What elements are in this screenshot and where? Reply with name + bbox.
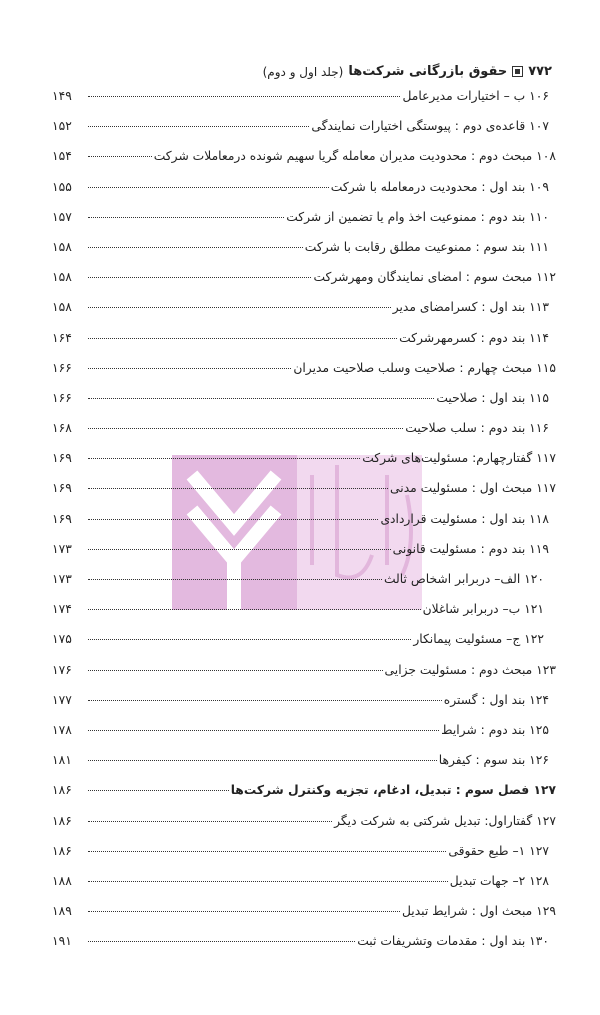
dot-leader — [88, 549, 391, 550]
toc-entry — [52, 783, 556, 813]
toc-entry — [52, 119, 556, 149]
toc-entry-page: ۱۶۹ — [52, 481, 72, 496]
toc-entry-page: ۱۵۴ — [52, 149, 72, 164]
toc-entry-page: ۱۶۹ — [52, 511, 72, 526]
toc-entry-page: ۱۷۷ — [52, 692, 72, 707]
dot-leader — [88, 126, 309, 127]
dot-leader — [88, 187, 329, 188]
toc-entry — [52, 300, 556, 330]
dot-leader — [88, 307, 391, 308]
toc-entry — [52, 210, 556, 240]
toc-entry-title: ۱۱۴ بند دوم : کسرمهرشرکت — [399, 330, 549, 345]
toc-entry-title: ۱۲۳ مبحث دوم : مسئولیت جزایی — [384, 662, 556, 677]
toc-entry-title: ۱۲۷ گفتاراول: تبدیل شرکتی به شرکت دیگر — [334, 813, 556, 828]
book-title: حقوق بازرگانی شرکت‌ها — [348, 64, 508, 79]
volume-label: (جلد اول و دوم) — [262, 64, 344, 79]
dot-leader — [88, 700, 442, 701]
toc-entry-page: ۱۵۸ — [52, 270, 72, 285]
toc-entry-title: ۱۲۰ الف– دربرابر اشخاص ثالث — [383, 572, 544, 586]
toc-entry-title: ۱۲۶ بند سوم : کیفرها — [438, 753, 549, 768]
toc-entry-title: ۱۰۹ بند اول : محدودیت درمعامله با شرکت — [330, 179, 549, 194]
dot-leader — [88, 670, 383, 671]
page-number: ۷۷۲ — [528, 64, 552, 79]
toc-entry-page: ۱۵۸ — [52, 239, 72, 254]
toc-entry-page: ۱۸۶ — [52, 843, 72, 858]
toc-entry-title: ۱۱۲ مبحث سوم : امضای نمایندگان ومهرشرکت — [313, 270, 556, 285]
toc-entry-title: ۱۲۲ ج– مسئولیت پیمانکار — [413, 632, 544, 647]
toc-entry-title: ۱۰۷ قاعده‌ی دوم : پیوستگی اختیارات نمایندگی — [311, 119, 549, 134]
dot-leader — [88, 277, 311, 278]
dot-leader — [88, 156, 152, 157]
dot-leader — [88, 941, 355, 942]
toc-entry — [52, 814, 556, 844]
toc-entry — [52, 753, 556, 783]
toc-entry-page: ۱۷۵ — [52, 632, 72, 647]
toc-entry-title: ۱۰۸ مبحث دوم : محدودیت مدیران معامله گریا سهیم شونده درمعاملات شرکت — [153, 149, 556, 164]
toc-entry-page: ۱۷۶ — [52, 662, 72, 677]
toc-entry-page: ۱۵۲ — [52, 119, 72, 134]
dot-leader — [88, 247, 303, 248]
toc-entry-page: ۱۷۸ — [52, 722, 72, 737]
toc-entry-title: ۱۲۱ ب– دربرابر شاغلان — [422, 602, 544, 617]
toc-entry-title: ۱۰۶ ب – اختیارات مدیرعامل — [402, 89, 549, 103]
toc-entry-title: ۱۱۰ بند دوم : ممنوعیت اخذ وام یا تضمین از شرکت — [286, 209, 549, 224]
dot-leader — [88, 458, 360, 459]
dot-leader — [88, 428, 403, 429]
toc-entry-page: ۱۶۸ — [52, 421, 72, 436]
toc-entry-page: ۱۶۴ — [52, 330, 72, 345]
dot-leader — [88, 911, 400, 912]
square-bullet-icon — [512, 66, 523, 77]
toc-entry-title: ۱۱۸ بند اول : مسئولیت قراردادی — [380, 511, 549, 526]
toc-entry — [52, 663, 556, 693]
toc-entry — [52, 693, 556, 723]
toc-entry — [52, 934, 556, 964]
toc-entry-title: ۱۱۷ گفتارچهارم: مسئولیت‌های شرکت — [362, 451, 556, 466]
dot-leader — [88, 579, 382, 580]
toc-entry-page: ۱۸۸ — [52, 873, 72, 888]
dot-leader — [88, 398, 434, 399]
dot-leader — [88, 760, 437, 761]
running-header — [48, 64, 552, 79]
toc-entry — [52, 844, 556, 874]
toc-entry — [52, 180, 556, 210]
dot-leader — [88, 851, 446, 852]
toc-entry — [52, 723, 556, 753]
dot-leader — [88, 368, 291, 369]
toc-entry-page: ۱۸۶ — [52, 813, 72, 828]
toc-entry-title: ۱۱۵ بند اول : صلاحیت — [436, 390, 549, 405]
toc-entry — [52, 240, 556, 270]
toc-entry — [52, 481, 556, 511]
toc-entry-title: ۱۱۵ مبحث چهارم : صلاحیت وسلب صلاحیت مدیران — [293, 360, 556, 375]
toc-entry-title: ۱۲۴ بند اول : گستره — [443, 692, 549, 707]
toc-entry — [52, 361, 556, 391]
dot-leader — [88, 217, 284, 218]
dot-leader — [88, 338, 397, 339]
toc-entry-page: ۱۷۳ — [52, 541, 72, 556]
toc-entry-page: ۱۶۶ — [52, 390, 72, 405]
toc-entry — [52, 149, 556, 179]
toc-entry-title: ۱۱۱ بند سوم : ممنوعیت مطلق رقابت با شرکت — [304, 239, 549, 254]
toc-entry-title: ۱۲۷ ۱– طبع حقوقی — [448, 843, 549, 858]
dot-leader — [88, 821, 332, 822]
toc-entry-title: ۱۳۰ بند اول : مقدمات وتشریفات ثبت — [357, 934, 549, 949]
dot-leader — [88, 96, 400, 97]
toc-entry — [52, 542, 556, 572]
toc-entry — [52, 451, 556, 481]
toc-entry-page: ۱۵۷ — [52, 209, 72, 224]
toc-entry-page: ۱۴۹ — [52, 89, 72, 103]
dot-leader — [88, 790, 229, 791]
toc-entry-title: ۱۲۷ فصل سوم : تبدیل، ادغام، تجزیه وکنترل شرکت‌ها — [230, 783, 556, 798]
toc-entry — [52, 602, 556, 632]
dot-leader — [88, 639, 411, 640]
toc-entry-title: ۱۱۹ بند دوم : مسئولیت قانونی — [392, 541, 549, 556]
toc-entry — [52, 874, 556, 904]
toc-entry-page: ۱۶۹ — [52, 451, 72, 466]
toc-entry-title: ۱۱۶ بند دوم : سلب صلاحیت — [405, 421, 549, 436]
toc-entry-title: ۱۲۹ مبحث اول : شرایط تبدیل — [401, 904, 556, 919]
toc-entry-title: ۱۲۸ ۲– جهات تبدیل — [449, 873, 549, 888]
toc-entry-page: ۱۶۶ — [52, 360, 72, 375]
toc-entry-page: ۱۸۶ — [52, 783, 72, 798]
toc-entry — [52, 391, 556, 421]
toc-entry-page: ۱۵۵ — [52, 179, 72, 194]
toc-entry — [52, 904, 556, 934]
toc-entry-page: ۱۵۸ — [52, 300, 72, 315]
toc-entry — [52, 572, 556, 602]
toc-entry-page: ۱۹۱ — [52, 934, 72, 949]
dot-leader — [88, 881, 448, 882]
table-of-contents — [52, 89, 556, 964]
toc-entry — [52, 421, 556, 451]
dot-leader — [88, 488, 388, 489]
toc-entry — [52, 632, 556, 662]
toc-entry-page: ۱۷۳ — [52, 572, 72, 586]
toc-entry — [52, 270, 556, 300]
toc-entry-title: ۱۱۳ بند اول : کسرامضای مدیر — [392, 300, 549, 315]
toc-entry — [52, 89, 556, 119]
toc-entry-title: ۱۲۵ بند دوم : شرایط — [441, 722, 549, 737]
toc-entry-page: ۱۷۴ — [52, 602, 72, 617]
dot-leader — [88, 519, 378, 520]
toc-entry-page: ۱۸۹ — [52, 904, 72, 919]
dot-leader — [88, 609, 421, 610]
toc-entry — [52, 512, 556, 542]
toc-entry-page: ۱۸۱ — [52, 753, 72, 768]
dot-leader — [88, 730, 439, 731]
toc-entry-title: ۱۱۷ مبحث اول : مسئولیت مدنی — [390, 481, 556, 496]
toc-entry — [52, 331, 556, 361]
